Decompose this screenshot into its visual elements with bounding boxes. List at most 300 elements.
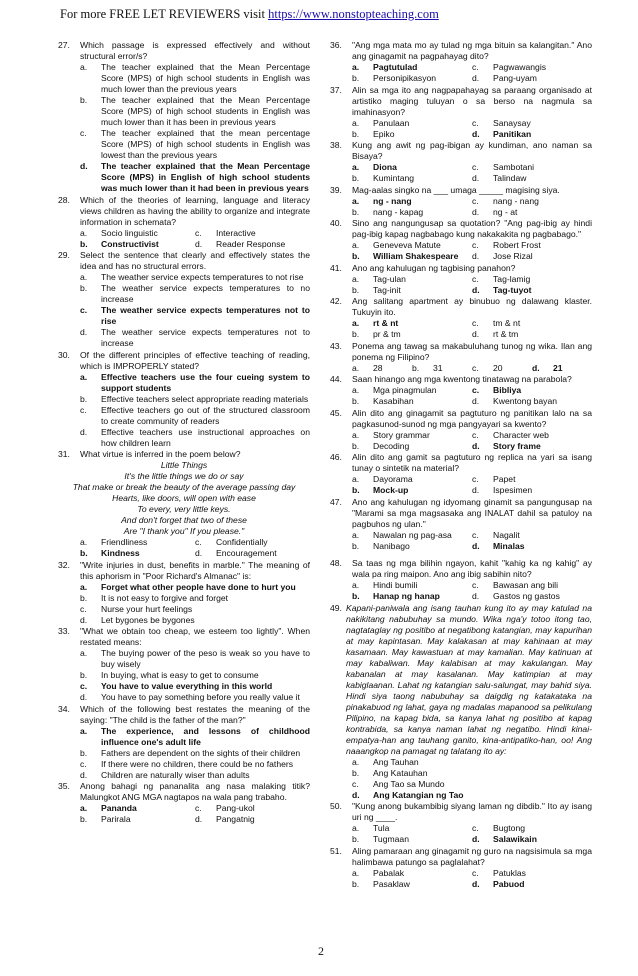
question-item (330, 85, 592, 140)
poem-line: And don't forget that two of these (121, 515, 247, 525)
answer-option (80, 582, 310, 593)
option (195, 228, 310, 239)
answer-option (80, 803, 195, 814)
option-text: Hanap ng hanap (373, 591, 440, 601)
option (472, 318, 592, 329)
option-row (352, 118, 592, 129)
question-item (330, 218, 592, 262)
option (195, 239, 310, 250)
option-letter: c. (80, 128, 87, 138)
option-letter: d. (80, 614, 88, 625)
answer-option (352, 62, 472, 73)
option-letter: d. (472, 834, 480, 844)
question-item (330, 140, 592, 184)
page-number: 2 (318, 944, 324, 958)
option (352, 173, 472, 184)
option-row (352, 329, 592, 340)
question-number: 37. (330, 84, 342, 95)
option (80, 604, 310, 615)
question-item (330, 846, 592, 890)
option-row (352, 285, 592, 296)
option-text: The teacher explained that the Mean Percentage Score (MPS) in English of high school students was much lower than it had been in previous years (101, 161, 310, 193)
option-row (352, 868, 592, 879)
option-text: William Shakespeare (373, 251, 459, 261)
option-text: Kasabihan (373, 396, 414, 406)
option-text: Reader Response (216, 238, 286, 249)
option-letter: d. (472, 485, 480, 495)
option-text: Pananda (101, 803, 137, 813)
option-letter: b. (352, 284, 360, 295)
option-letter: d. (80, 327, 88, 337)
answer-option (472, 285, 592, 296)
option-text: Mock-up (373, 485, 409, 495)
option-text: ng - nang (373, 195, 412, 206)
option-letter: a. (352, 362, 360, 373)
question-item (330, 801, 592, 845)
option (472, 868, 592, 879)
option-text: Effective teachers go out of the structured classroom to create community of readers (101, 404, 310, 426)
option (195, 814, 310, 825)
option-letter: b. (80, 95, 88, 105)
question-number: 44. (330, 374, 342, 384)
option (352, 541, 472, 552)
option-letter: c. (80, 603, 87, 614)
question-stem: Select the sentence that clearly and effectively states the idea and has no structural errors. (80, 250, 310, 271)
option-text: Kindness (101, 548, 140, 558)
page-header (60, 6, 439, 22)
question-number: 51. (330, 845, 342, 856)
option-row (352, 318, 592, 329)
option-text: Nurse your hurt feelings (101, 603, 193, 614)
option-letter: c. (472, 529, 479, 540)
option-letter: a. (80, 648, 88, 658)
option-letter: d. (472, 540, 480, 551)
option-letter: c. (472, 429, 479, 440)
answer-option (352, 196, 472, 207)
option-letter: c. (472, 162, 479, 172)
question-stem: Which passage is expressed effectively and without structural error/s? (80, 40, 310, 61)
question-stem: Mag-aalas singko na ___ umaga _____ magising siya. (352, 184, 560, 195)
option (80, 537, 195, 548)
option-row (352, 73, 592, 84)
question-item (330, 497, 592, 552)
option-letter: b. (352, 396, 360, 406)
answer-option (352, 485, 472, 496)
option-letter: a. (352, 162, 360, 172)
option-text: Interactive (216, 227, 256, 238)
option (472, 196, 592, 207)
question-stem: "Ang mga mata mo ay tulad ng mga bituin sa kalangitan." Ano ang ginagamit na pagpahayag dito? (352, 40, 592, 61)
question-number: 38. (330, 140, 342, 150)
option-letter: d. (472, 206, 480, 217)
question-number: 49. (330, 602, 342, 613)
option (352, 768, 592, 779)
option-row (352, 474, 592, 485)
question-item (330, 603, 592, 801)
option-letter: c. (472, 385, 480, 395)
question-stem: What virtue is inferred in the poem below? (80, 449, 241, 459)
poem-line: Hearts, like doors, will open with ease (112, 493, 256, 503)
option-text: Constructivist (101, 238, 159, 249)
option-text: tm & nt (493, 318, 521, 328)
question-number: 34. (58, 703, 70, 714)
question-number: 33. (58, 626, 70, 636)
option-text: The weather service expects temperatures to not rise (101, 272, 304, 282)
option (472, 485, 592, 496)
question-item (330, 408, 592, 452)
option (80, 593, 310, 604)
option-letter: a. (352, 385, 360, 395)
option (472, 274, 592, 285)
option-letter: b. (80, 592, 88, 603)
question-item (330, 341, 592, 374)
option (472, 207, 592, 218)
option-row (352, 441, 592, 452)
option-row (352, 62, 592, 73)
option-letter: b. (80, 814, 88, 824)
option-row (352, 129, 592, 140)
option (80, 228, 195, 239)
option (352, 363, 412, 374)
option (472, 118, 592, 129)
option-text: The buying power of the peso is weak so you have to buy wisely (101, 648, 310, 669)
question-number: 31. (58, 449, 70, 459)
option-row (80, 239, 310, 250)
option (472, 396, 592, 407)
question-item (58, 250, 310, 349)
option-text: Nanibago (373, 540, 410, 551)
question-number: 45. (330, 407, 342, 418)
option-text: Pagwawangis (493, 62, 547, 72)
option (352, 823, 472, 834)
question-number: 36. (330, 40, 342, 50)
option-letter: a. (352, 318, 360, 328)
option (352, 73, 472, 84)
option-letter: d. (80, 769, 88, 780)
option-letter: d. (195, 548, 203, 558)
option-text: Fathers are dependent on the sights of their children (101, 747, 301, 758)
option-letter: a. (80, 803, 88, 813)
option (472, 580, 592, 591)
option-letter: d. (472, 878, 480, 889)
option-text: 21 (553, 362, 563, 373)
option-letter: d. (472, 284, 480, 295)
option-text: The weather service expects temperatures to no increase (101, 283, 310, 304)
option-text: Story frame (493, 440, 541, 451)
option (472, 363, 532, 374)
question-number: 29. (58, 250, 70, 260)
option-text: Pasaklaw (373, 878, 410, 889)
option-letter: b. (352, 767, 360, 778)
left-column (58, 40, 310, 826)
question-item (330, 263, 592, 296)
option-letter: a. (80, 537, 88, 547)
option-row (80, 548, 310, 559)
option-letter: b. (352, 73, 360, 83)
option (352, 118, 472, 129)
option-row (352, 240, 592, 251)
option (80, 128, 310, 161)
option-letter: b. (352, 128, 360, 139)
option-text: Tag-ulan (373, 273, 406, 284)
option-text: Tag-init (373, 284, 401, 295)
option-letter: c. (195, 537, 202, 547)
question-number: 46. (330, 452, 342, 462)
option (352, 329, 472, 340)
option-row (352, 541, 592, 552)
option (352, 274, 472, 285)
option-text: Kumintang (373, 173, 415, 183)
option (352, 474, 472, 485)
option (352, 240, 472, 251)
option-letter: a. (352, 62, 360, 72)
option-letter: d. (472, 73, 480, 83)
question-stem: "Kung anong bukambibig siyang laman ng dibdib." Ito ay isang uri ng ____. (352, 801, 592, 822)
option (80, 283, 310, 305)
question-number: 41. (330, 262, 342, 273)
question-item (58, 195, 310, 250)
option-letter: d. (472, 396, 480, 406)
right-column (330, 40, 592, 890)
option-text: Parirala (101, 814, 131, 824)
option-text: Character web (493, 429, 549, 440)
option-letter: b. (80, 747, 88, 758)
option (472, 591, 592, 602)
option-text: Pagtutulad (373, 62, 418, 72)
question-number: 39. (330, 184, 342, 195)
option (472, 162, 592, 173)
option-text: The teacher explained that the Mean Percentage Score (MPS) of high school students in English was much lower than the previous years (101, 62, 310, 94)
option (472, 430, 592, 441)
option (352, 879, 472, 890)
option-text: Effective teachers use instructional approaches on how children learn (101, 426, 310, 448)
option-letter: c. (195, 227, 202, 238)
answer-option (80, 548, 195, 559)
answer-option (472, 541, 592, 552)
option-letter: c. (195, 803, 202, 813)
option-row (352, 823, 592, 834)
option-letter: c. (472, 318, 479, 328)
option-text: Tugmaan (373, 834, 409, 844)
question-number: 47. (330, 496, 342, 507)
option-text: ng - at (493, 206, 518, 217)
option-text: Ang Katangian ng Tao (373, 789, 464, 800)
option (352, 129, 472, 140)
option-text: If there were no children, there could be no fathers (101, 758, 294, 769)
option-letter: a. (80, 62, 88, 72)
option-text: Nawalan ng pag-asa (373, 529, 452, 540)
option-row (352, 591, 592, 602)
option (80, 62, 310, 95)
option-row (80, 814, 310, 825)
answer-option (80, 372, 310, 394)
option (352, 779, 592, 790)
option (195, 548, 310, 559)
option-letter: a. (352, 429, 360, 440)
question-item (330, 185, 592, 218)
option-letter: c. (472, 62, 479, 72)
option (412, 363, 472, 374)
option (472, 530, 592, 541)
option-row (352, 485, 592, 496)
option-text: It is not easy to forgive and forget (101, 592, 229, 603)
option-text: Sambotani (493, 162, 535, 172)
answer-option (80, 305, 310, 327)
question-item (58, 626, 310, 703)
option (352, 385, 472, 396)
option-letter: b. (352, 540, 360, 551)
option-letter: d. (80, 426, 88, 437)
question-stem: Anong bahagi ng pananalita ang nasa malaking titik? Malungkot ANG MGA nagtapos na wala pang trabaho. (80, 781, 310, 802)
option-row (80, 803, 310, 814)
option-letter: d. (80, 692, 88, 702)
option-text: Papet (493, 474, 516, 484)
option (80, 748, 310, 759)
option-text: Confidentially (216, 537, 268, 547)
option-row (352, 396, 592, 407)
option-letter: d. (195, 238, 203, 249)
option-text: Robert Frost (493, 240, 541, 250)
option-letter: d. (195, 814, 203, 824)
option-text: Pabuod (493, 878, 525, 889)
option-text: Ang Tauhan (373, 756, 419, 767)
option-text: Panulaan (373, 117, 410, 128)
option-row (80, 228, 310, 239)
question-number: 50. (330, 801, 342, 811)
header-prefix: For more FREE LET REVIEWERS visit (60, 7, 269, 21)
question-item (58, 449, 310, 559)
option-text: Kwentong bayan (493, 396, 558, 406)
option-text: Bugtong (493, 823, 526, 833)
option (80, 272, 310, 283)
option-letter: a. (352, 195, 360, 206)
question-stem: Of the different principles of effective teaching of reading, which is IMPROPERLY stated? (80, 349, 310, 371)
option-text: Patuklas (493, 867, 526, 878)
option-letter: b. (80, 670, 88, 680)
option-letter: b. (352, 206, 360, 217)
option-letter: b. (352, 591, 360, 601)
option-text: Geneveva Matute (373, 240, 441, 250)
poem-line: It's the little things we do or say (124, 471, 244, 481)
option (472, 73, 592, 84)
option (472, 823, 592, 834)
answer-option (532, 363, 592, 374)
option-row (352, 530, 592, 541)
answer-option (472, 129, 592, 140)
option-row (352, 196, 592, 207)
option-letter: c. (80, 758, 87, 769)
option-letter: c. (472, 195, 479, 206)
option-letter: b. (352, 485, 360, 495)
option-row (352, 162, 592, 173)
option-letter: d. (472, 128, 480, 139)
option-letter: a. (352, 117, 360, 128)
question-stem: Ano ang kahulugan ng idyomang ginamit sa pangungusap na "Marami sa mga magsasaka ang INALAT dahil sa patuloy na pagbuhos ng ulan." (352, 496, 592, 529)
option-letter: b. (80, 238, 88, 249)
option-text: Tag-tuyot (493, 284, 532, 295)
option-letter: c. (472, 580, 479, 590)
website-link[interactable]: https://www.nonstopteaching.com (268, 7, 439, 21)
option-letter: c. (472, 273, 479, 284)
option-text: The experience, and lessons of childhood influence one's adult life (101, 725, 310, 747)
option-text: Pangatnig (216, 814, 255, 824)
option (80, 670, 310, 681)
option-letter: d. (472, 251, 480, 261)
option-text: 31 (433, 362, 443, 373)
option-text: Effective teachers select appropriate reading materials (101, 393, 309, 404)
question-item (330, 40, 592, 84)
option-text: Tag-lamig (493, 273, 531, 284)
option-text: Talindaw (493, 173, 527, 183)
option-letter: b. (412, 362, 420, 373)
option-text: 28 (373, 362, 383, 373)
option-letter: a. (352, 756, 360, 767)
option-letter: c. (352, 778, 359, 789)
option (80, 759, 310, 770)
answer-option (80, 681, 310, 692)
option-letter: c. (472, 823, 479, 833)
option-letter: a. (80, 227, 88, 238)
question-stem: Ponema ang tawag sa makabuluhang tunog ng wika. Ilan ang ponema ng Filipino? (352, 340, 592, 362)
option-text: nang - nang (493, 195, 539, 206)
option-text: Bibliya (493, 385, 522, 395)
option-text: The weather service expects temperatures not to rise (101, 305, 310, 326)
answer-option (352, 318, 472, 329)
option (80, 770, 310, 781)
option (352, 580, 472, 591)
option-text: Nagalit (493, 529, 520, 540)
option (472, 62, 592, 73)
option (80, 394, 310, 405)
option-text: Jose Rizal (493, 251, 533, 261)
option-text: Minalas (493, 540, 525, 551)
option-row (352, 580, 592, 591)
option-row (352, 207, 592, 218)
option (352, 396, 472, 407)
option-letter: c. (472, 240, 479, 250)
option (352, 530, 472, 541)
option-letter: d. (352, 789, 360, 800)
option-letter: c. (472, 867, 479, 878)
option (80, 405, 310, 427)
question-stem: Alin dito ang ginagamit sa pagtuturo ng panitikan lalo na sa pagkasunod-sunod ng mga pangyayari sa kwento? (352, 407, 592, 429)
option (80, 95, 310, 128)
option-text: pr & tm (373, 329, 401, 339)
option-text: Diona (373, 162, 397, 172)
answer-option (352, 790, 592, 801)
option-text: Hindi bumili (373, 580, 418, 590)
poem-block (58, 460, 310, 537)
option-letter: b. (80, 283, 88, 293)
option-text: The teacher explained that the Mean Percentage Score (MPS) of high school students in English was much lower than it has been in previous years (101, 95, 310, 127)
option (352, 757, 592, 768)
option-text: rt & tm (493, 329, 519, 339)
question-stem: "Write injuries in dust, benefits in marble." The meaning of this aphorism in "Poor Richard's Almanac" is: (80, 559, 310, 581)
question-stem: Ang salitang apartment ay binubuo ng dalawang klaster. Tukuyin ito. (352, 296, 592, 317)
option-letter: b. (352, 173, 360, 183)
answer-option (352, 251, 472, 262)
option-text: Pang-ukol (216, 803, 255, 813)
option-text: Ispesimen (493, 485, 533, 495)
option-text: Ang Tao sa Mundo (373, 778, 445, 789)
question-item (58, 350, 310, 449)
option-text: Gastos ng gastos (493, 591, 560, 601)
option-letter: b. (352, 834, 360, 844)
question-stem: Alin dito ang gamit sa pagtuturo ng replica na yari sa isang tunay o sintetik na material? (352, 452, 592, 473)
option-text: Tula (373, 823, 390, 833)
option-text: Decoding (373, 440, 410, 451)
option-letter: a. (80, 581, 88, 592)
